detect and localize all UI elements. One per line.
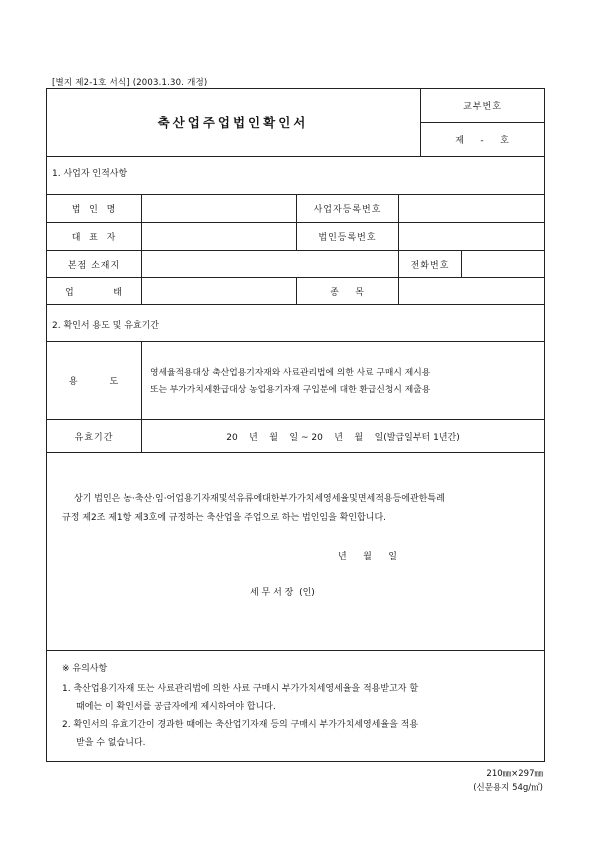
notes-heading: ※ 유의사항 xyxy=(62,664,108,674)
corp-name-field[interactable] xyxy=(142,195,296,222)
business-type-field[interactable] xyxy=(142,278,296,304)
title-bottom-border xyxy=(46,156,545,157)
s1-row-line-4 xyxy=(46,304,545,305)
hq-label: 본점 소재지 xyxy=(67,260,121,271)
corp-name-label: 법 인 명 xyxy=(71,205,117,215)
purpose-line-1: 영세율적용대상 축산업용기자재와 사료관리법에 의한 사료 구매시 제시용 xyxy=(150,368,431,378)
issue-number-label: 교부번호 xyxy=(463,102,502,112)
form-number: [별지 제2-1호 서식] (2003.1.30. 개정) xyxy=(52,78,208,88)
validity-label: 유효기간 xyxy=(74,432,114,443)
rep-field[interactable] xyxy=(142,223,296,250)
note-1-line-2: 때에는 이 확인서를 공급자에게 제시하여야 합니다. xyxy=(76,702,276,712)
hq-field[interactable] xyxy=(142,251,398,277)
note-2-line-1: 2. 확인서의 유효기간이 경과한 때에는 축산업기자재 등의 구매시 부가가치세영세율을 적용 xyxy=(62,720,419,730)
purpose-line-2: 또는 부가가치세환급대상 농업용기자재 구입분에 대한 환급신청시 제출용 xyxy=(150,385,431,395)
paper-size: 210㎜×297㎜ xyxy=(486,769,543,779)
biz-reg-field[interactable] xyxy=(399,195,544,222)
corp-reg-label: 법인등록번호 xyxy=(318,233,377,243)
confirm-date: 년 월 일 xyxy=(338,552,398,562)
page-title: 축산업주업법인확인서 xyxy=(157,115,309,130)
s2-line-bottom xyxy=(46,452,545,453)
phone-label: 전화번호 xyxy=(410,260,450,271)
confirm-line-1: 상기 법인은 농·축산·임·어업용기자재및석유류에대한부가가치세영세율및면세적용등에관한특례 xyxy=(74,494,445,504)
phone-field[interactable] xyxy=(462,251,544,277)
note-2-line-2: 받을 수 없습니다. xyxy=(76,738,146,748)
rep-label: 대 표 자 xyxy=(71,233,117,243)
note-1-line-1: 1. 축산업용기자재 또는 사료관리법에 의한 사료 구매시 부가가치세영세율을 적용받고자 할 xyxy=(62,684,419,694)
section2-heading: 2. 확인서 용도 및 유효기간 xyxy=(52,321,159,331)
confirm-line-2: 규정 제2조 제1항 제3호에 규정하는 축산업을 주업으로 하는 법인임을 확인합니다. xyxy=(62,513,386,523)
signer: 세 무 서 장 (인) xyxy=(250,588,315,598)
confirm-paragraph xyxy=(62,490,532,528)
item-field[interactable] xyxy=(399,278,544,304)
validity-text: 20 년 월 일 ~ 20 년 월 일(발급일부터 1년간) xyxy=(226,432,460,443)
notes-divider xyxy=(46,650,545,651)
item-label: 종 목 xyxy=(330,287,365,298)
notes-list xyxy=(62,680,532,752)
purpose-text xyxy=(150,365,542,399)
paper-type: (신문용지 54g/㎡) xyxy=(473,783,543,793)
corp-reg-field[interactable] xyxy=(399,223,544,250)
biz-reg-label: 사업자등록번호 xyxy=(313,205,382,215)
business-type-label: 업 태 xyxy=(65,287,123,298)
purpose-label: 용 도 xyxy=(68,377,120,387)
section1-heading: 1. 사업자 인적사항 xyxy=(52,169,128,179)
issue-number-value: 제 - 호 xyxy=(455,135,510,146)
